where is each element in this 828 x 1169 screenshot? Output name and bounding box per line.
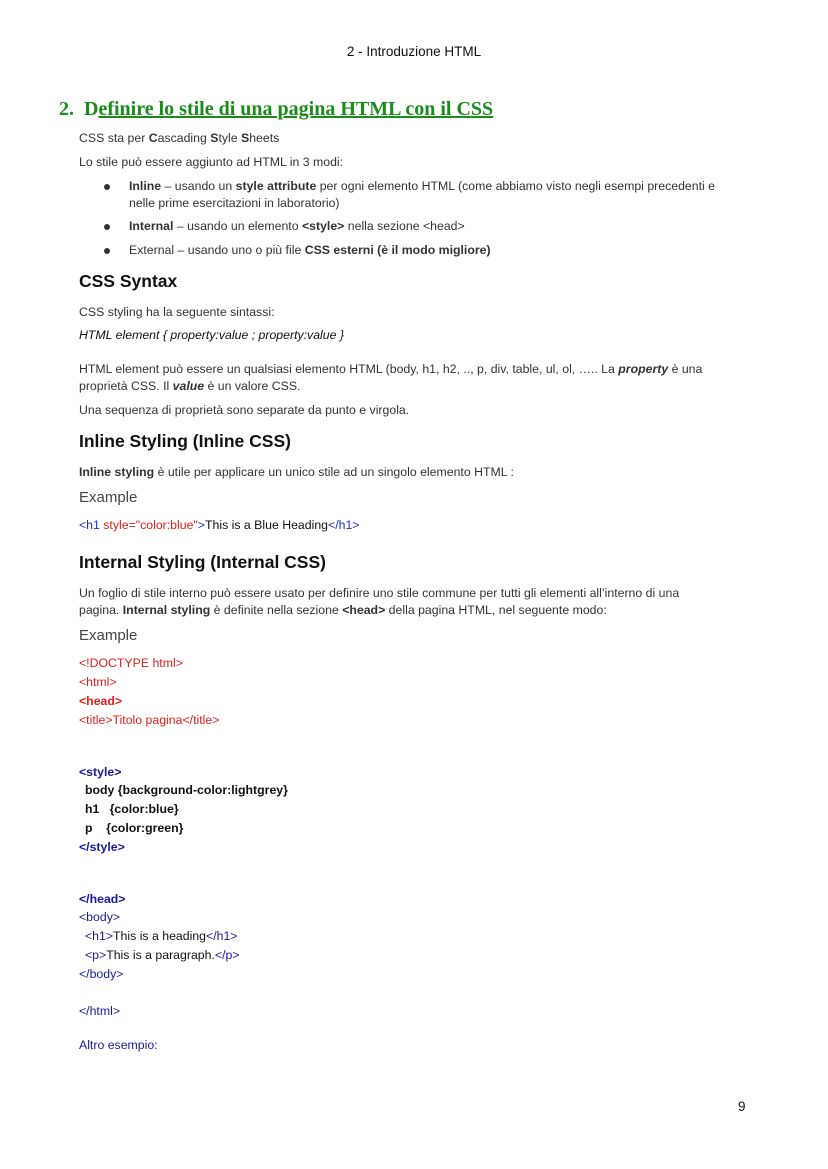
syntax-rule: HTML element { property:value ; property:value } <box>79 328 344 342</box>
code-style-open: <style> <box>79 765 122 779</box>
css-definition: CSS sta per Cascading Style Sheets <box>79 131 280 145</box>
inline-code-example: <h1 style="color:blue">This is a Blue Heading</h1> <box>79 518 360 532</box>
css-syntax-heading: CSS Syntax <box>79 271 178 291</box>
syntax-paragraph-line1: HTML element può essere un qualsiasi elemento HTML (body, h1, h2, .., p, div, table, ul, ol, ….. La property è una <box>79 362 703 376</box>
title-rest: efinire lo stile di una pagina HTML con il CSS <box>98 98 494 120</box>
inline-styling-text: Inline styling è utile per applicare un unico stile ad un singolo elemento HTML : <box>79 465 514 479</box>
modes-intro: Lo stile può essere aggiunto ad HTML in 3 modi: <box>79 155 344 169</box>
section-title <box>59 98 493 121</box>
internal-example-label: Example <box>79 627 138 644</box>
code-rule-h1: h1 {color:blue} <box>85 802 179 816</box>
code-html-open: <html> <box>79 675 117 689</box>
syntax-intro: CSS styling ha la seguente sintassi: <box>79 305 275 319</box>
inline-example-label: Example <box>79 489 138 506</box>
code-body-open: <body> <box>79 910 121 924</box>
bullet-inline: Inline – usando un style attribute per ogni elemento HTML (come abbiamo visto negli esempi precedenti e <box>129 179 716 193</box>
code-doctype: <!DOCTYPE html> <box>79 656 183 670</box>
bullet-internal: Internal – usando un elemento <style> nella sezione <head> <box>129 219 465 233</box>
syntax-semicolon-note: Una sequenza di proprietà sono separate da punto e virgola. <box>79 403 410 417</box>
bullet-dot <box>104 248 110 254</box>
code-title-line: <title>Titolo pagina</title> <box>79 713 220 727</box>
bullet-inline-cont: nelle prime esercitazioni in laboratorio) <box>129 196 340 210</box>
page-number: 9 <box>738 1099 746 1114</box>
syntax-paragraph-line2: proprietà CSS. Il value è un valore CSS. <box>79 379 301 393</box>
page-header: 2 - Introduzione HTML <box>346 44 482 59</box>
code-head-close: </head> <box>79 892 126 906</box>
internal-styling-heading: Internal Styling (Internal CSS) <box>79 552 326 572</box>
code-rule-p: p {color:green} <box>85 821 184 835</box>
code-p-line: <p>This is a paragraph.</p> <box>85 948 240 962</box>
bullet-dot <box>104 184 110 190</box>
bullet-external: External – usando uno o più file CSS esterni (è il modo migliore) <box>129 243 491 257</box>
internal-paragraph-line1: Un foglio di stile interno può essere usato per definire uno stile commune per tutti gli elementi all’interno di una <box>79 586 680 600</box>
title-first-letter: D <box>84 98 99 120</box>
code-h1-line: <h1>This is a heading</h1> <box>85 929 238 943</box>
code-html-close: </html> <box>79 1004 121 1018</box>
section-number: 2. <box>59 98 74 120</box>
altro-esempio: Altro esempio: <box>79 1038 158 1052</box>
bullet-dot <box>104 224 110 230</box>
code-rule-body: body {background-color:lightgrey} <box>85 783 288 797</box>
code-head-open: <head> <box>79 694 123 708</box>
inline-styling-heading: Inline Styling (Inline CSS) <box>79 431 291 451</box>
code-body-close: </body> <box>79 967 124 981</box>
code-style-close: </style> <box>79 840 125 854</box>
internal-paragraph-line2: pagina. Internal styling è definite nella sezione <head> della pagina HTML, nel seguente modo: <box>79 603 607 617</box>
